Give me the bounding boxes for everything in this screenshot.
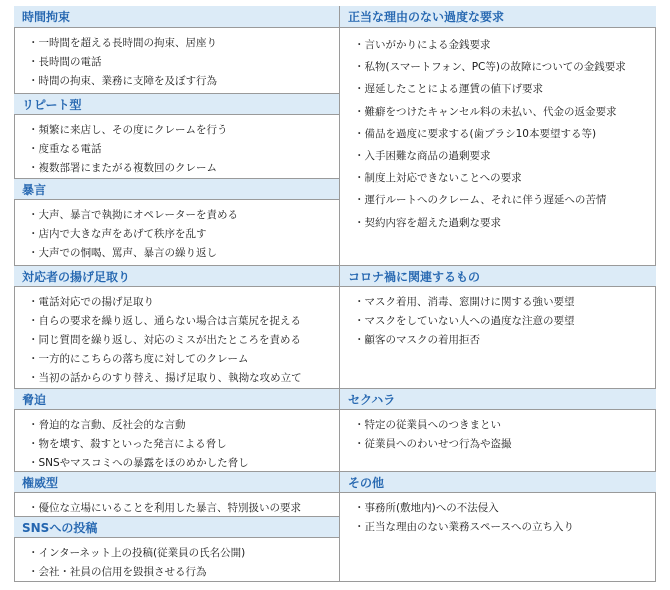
section-title: コロナ禍に関連するもの <box>340 265 656 287</box>
section-nitpicking <box>14 265 339 388</box>
list-item: ・一時間を超える長時間の拘束、居座り <box>28 37 217 49</box>
section-title: 対応者の揚げ足取り <box>14 265 339 287</box>
section-authority <box>14 471 339 518</box>
list-item: ・電話対応での揚げ足取り <box>28 296 154 308</box>
list-item: ・マスクをしていない人への過度な注意の要望 <box>354 315 575 327</box>
list-item: ・時間の拘束、業務に支障を及ぼす行為 <box>28 75 217 87</box>
list-item: ・制度上対応できないことへの要求 <box>354 172 522 185</box>
list-item: ・特定の従業員へのつきまとい <box>354 419 501 431</box>
list-item: ・遅延したことによる運賃の値下げ要求 <box>354 83 543 96</box>
list-item: ・脅迫的な言動、反社会的な言動 <box>28 419 186 431</box>
list-item: ・会社・社員の信用を毀損させる行為 <box>28 566 207 578</box>
list-item: ・備品を過度に要求する(歯ブラシ10本要望する等) <box>354 127 597 140</box>
section-title: SNSへの投稿 <box>14 516 339 538</box>
section-title: リピート型 <box>14 93 339 115</box>
list-item: ・当初の話からのすり替え、揚げ足取り、執拗な攻め立て <box>28 372 302 384</box>
section-abusive-language <box>14 178 339 263</box>
list-item: ・顧客のマスクの着用拒否 <box>354 334 480 346</box>
section-excessive-demands <box>340 6 656 234</box>
section-threat <box>14 388 339 473</box>
list-item: ・契約内容を超えた過剰な要求 <box>354 216 501 229</box>
section-repeat <box>14 93 339 178</box>
list-item: ・度重なる電話 <box>28 143 102 155</box>
list-item: ・自らの要求を繰り返し、通らない場合は言葉尻を捉える <box>28 315 301 327</box>
list-item: ・事務所(敷地内)への不法侵入 <box>354 502 499 514</box>
list-item: ・一方的にこちらの落ち度に対してのクレーム <box>28 353 249 365</box>
list-item: ・入手困難な商品の過剰要求 <box>354 150 491 163</box>
list-item: ・言いがかりによる金銭要求 <box>354 39 491 51</box>
section-sexual-harassment <box>340 388 656 454</box>
section-title: セクハラ <box>340 388 656 410</box>
section-title: 暴言 <box>14 178 339 200</box>
list-item: ・長時間の電話 <box>28 56 102 68</box>
list-item: ・私物(スマートフォン、PC等)の故障についての金銭要求 <box>354 61 626 74</box>
list-item: ・店内で大きな声をあげて秩序を乱す <box>28 228 207 240</box>
list-item: ・マスク着用、消毒、窓開けに関する強い要望 <box>354 296 575 308</box>
list-item: ・優位な立場にいることを利用した暴言、特別扱いの要求 <box>28 502 301 514</box>
section-time-restraint <box>14 6 339 91</box>
list-item: ・難癖をつけたキャンセル料の未払い、代金の返金要求 <box>354 105 617 118</box>
section-other <box>340 471 656 537</box>
list-item: ・物を壊す、殺すといった発言による脅し <box>28 438 227 450</box>
section-title: 時間拘束 <box>14 6 339 28</box>
list-item: ・頻繁に来店し、その度にクレームを行う <box>28 124 228 136</box>
list-item: ・大声での恫喝、罵声、暴言の繰り返し <box>28 247 217 259</box>
list-item: ・正当な理由のない業務スペースへの立ち入り <box>354 521 574 533</box>
section-title: 権威型 <box>14 471 339 493</box>
list-item: ・運行ルートへのクレーム、それに伴う遅延への苦情 <box>354 194 607 207</box>
list-item: ・従業員へのわいせつ行為や盗撮 <box>354 438 512 450</box>
list-item: ・複数部署にまたがる複数回のクレーム <box>28 162 217 174</box>
section-sns-posting <box>14 516 339 582</box>
section-title: 脅迫 <box>14 388 339 410</box>
section-title: 正当な理由のない過度な要求 <box>340 6 656 28</box>
list-item: ・インターネット上の投稿(従業員の氏名公開) <box>28 547 246 559</box>
section-covid <box>340 265 656 350</box>
section-title: その他 <box>340 471 656 493</box>
list-item: ・SNSやマスコミへの暴露をほのめかした脅し <box>28 457 249 469</box>
list-item: ・同じ質問を繰り返し、対応のミスが出たところを責める <box>28 334 301 346</box>
list-item: ・大声、暴言で執拗にオペレーターを責める <box>28 209 238 221</box>
